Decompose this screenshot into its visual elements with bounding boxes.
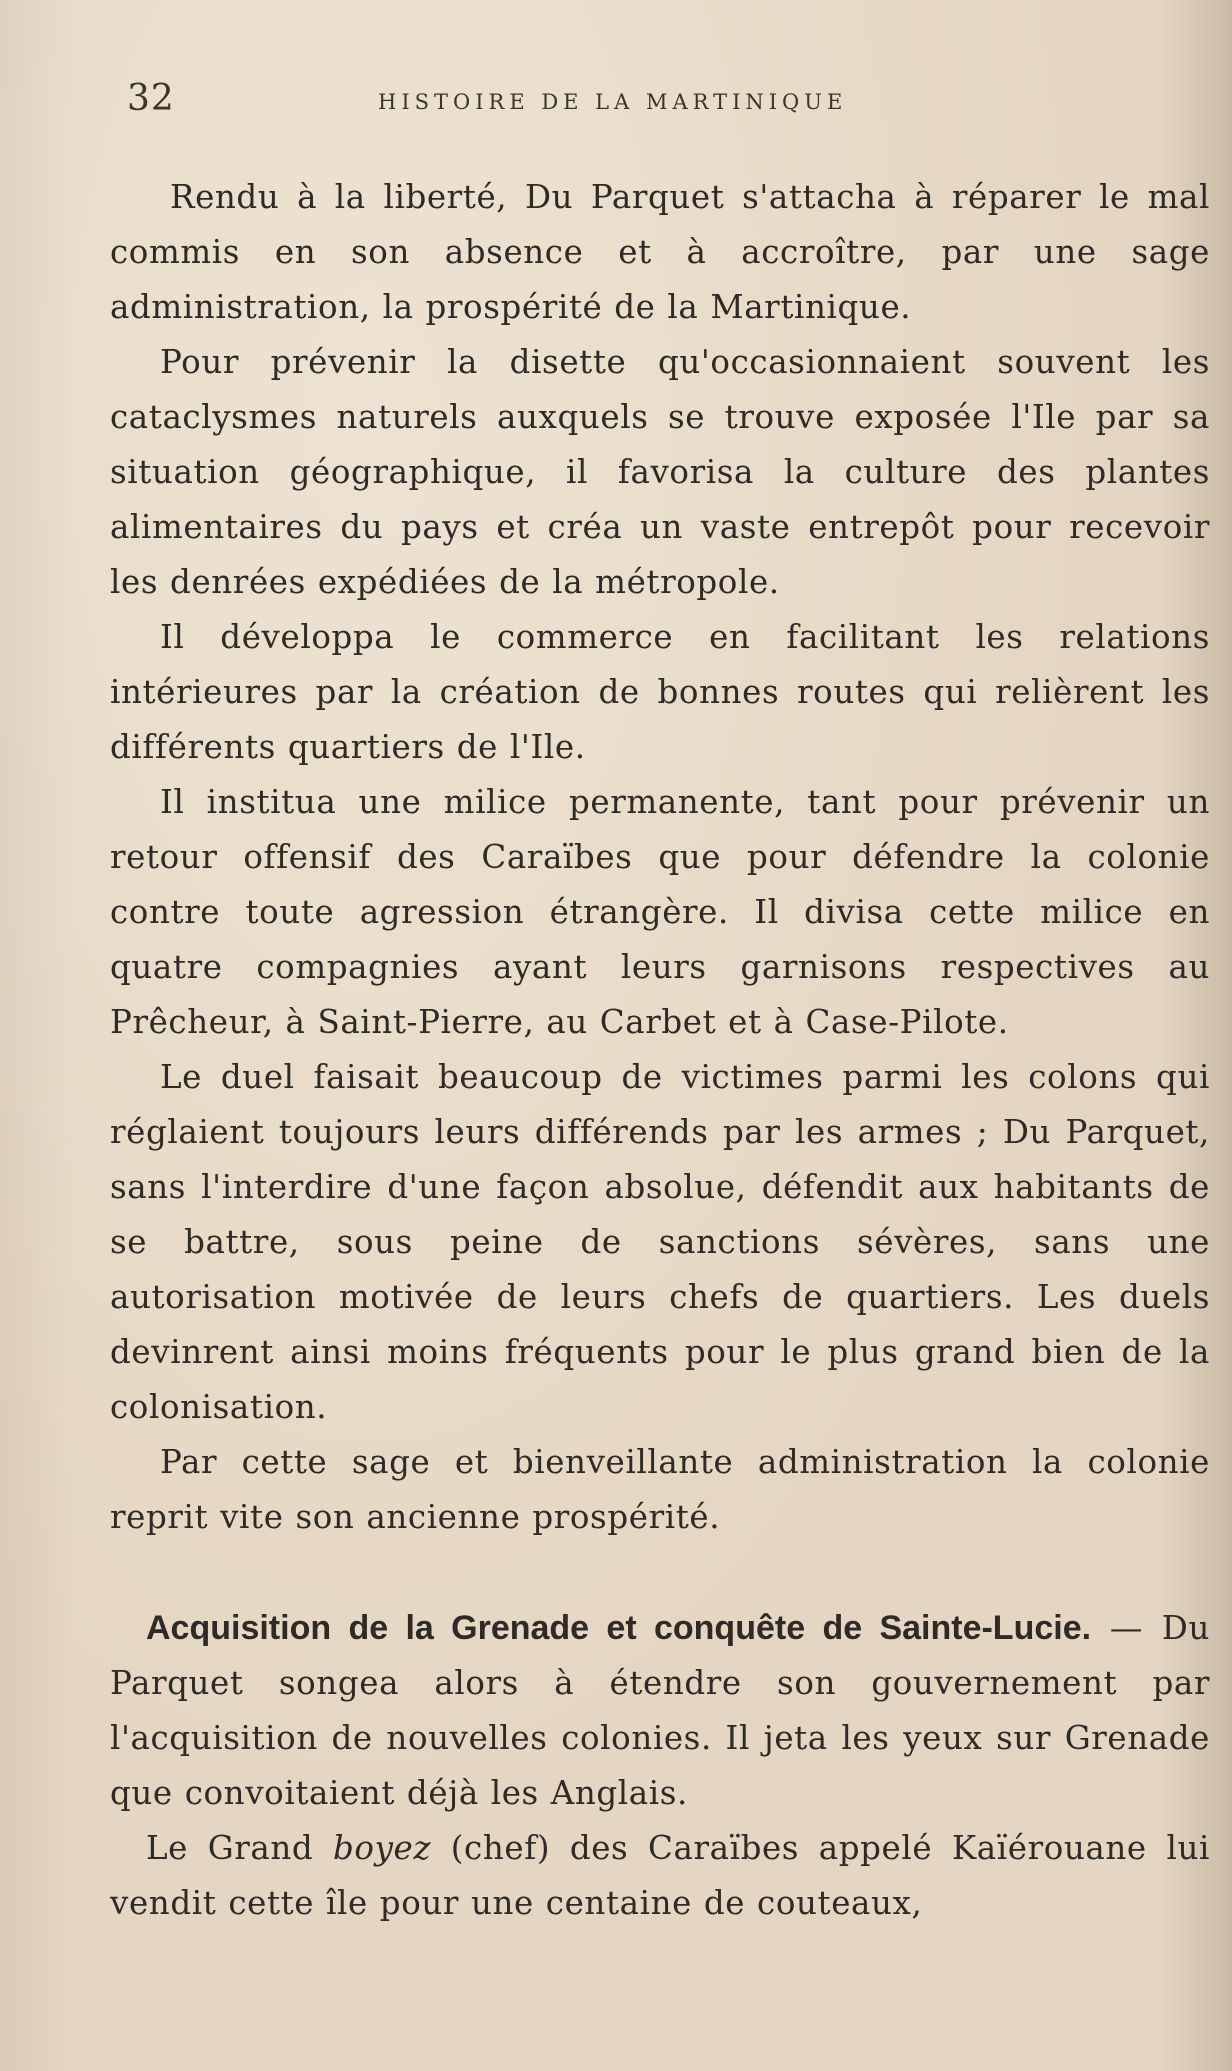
page-header — [118, 78, 1208, 128]
section-heading: Acquisition de la Grenade et conquête de Sainte-Lucie. — [146, 1609, 1092, 1647]
paragraph-militia: Il institua une milice permanente, tant pour prévenir un retour offensif des Caraïbes que pour défendre la colonie contre toute agression étrangère. Il divisa cette milice en quatre compagnies ayant leurs garnisons respectives au Prêcheur, à Saint-Pierre, au Carbet et à Case-Pilote. — [110, 783, 1210, 1041]
paragraph-famine: Pour prévenir la disette qu'occasionnaient souvent les cataclysmes naturels auxquels se trouve exposée l'Ile par sa situation géographique, il favorisa la culture des plantes alimentaires du pays et créa un vaste entrepôt pour recevoir les denrées expédiées de la métropole. — [110, 343, 1210, 601]
section-grenade — [110, 1601, 1210, 1931]
section-paragraph-intro — [110, 1601, 1210, 1821]
boyez-italic-word: boyez — [333, 1829, 432, 1867]
paragraph-prosperity: Par cette sage et bienveillante administration la colonie reprit vite son ancienne prospérité. — [110, 1443, 1210, 1536]
section-lead-text: — Du Parquet songea alors à étendre son gouvernement par l'acquisition de nouvelles colonies. Il jeta les yeux sur Grenade que convoitaient déjà les Anglais. — [110, 1609, 1210, 1812]
body-text — [110, 170, 1210, 1931]
paragraph-commerce: Il développa le commerce en facilitant les relations intérieures par la création de bonnes routes qui relièrent les différents quartiers de l'Ile. — [110, 618, 1210, 766]
boyez-text-after: (chef) des Caraïbes appelé Kaïérouane lui vendit cette île pour une centaine de couteaux, — [110, 1829, 1210, 1922]
paragraph-boyez — [110, 1821, 1210, 1931]
paragraph-duel: Le duel faisait beaucoup de victimes parmi les colons qui réglaient toujours leurs différends par les armes ; Du Parquet, sans l'interdire d'une façon absolue, défendit aux habitants de se battre, sous peine de sanctions sévères, sans une autorisation motivée de leurs chefs de quartiers. Les duels devinrent ainsi moins fréquents pour le plus grand bien de la colonisation. — [110, 1058, 1210, 1426]
running-title: HISTOIRE DE LA MARTINIQUE — [378, 90, 848, 114]
boyez-text-before: Le Grand — [146, 1829, 333, 1867]
paragraph-liberty: Rendu à la liberté, Du Parquet s'attacha à réparer le mal commis en son absence et à accroître, par une sage administration, la prospérité de la Martinique. — [110, 178, 1210, 326]
page-number: 32 — [127, 78, 175, 119]
